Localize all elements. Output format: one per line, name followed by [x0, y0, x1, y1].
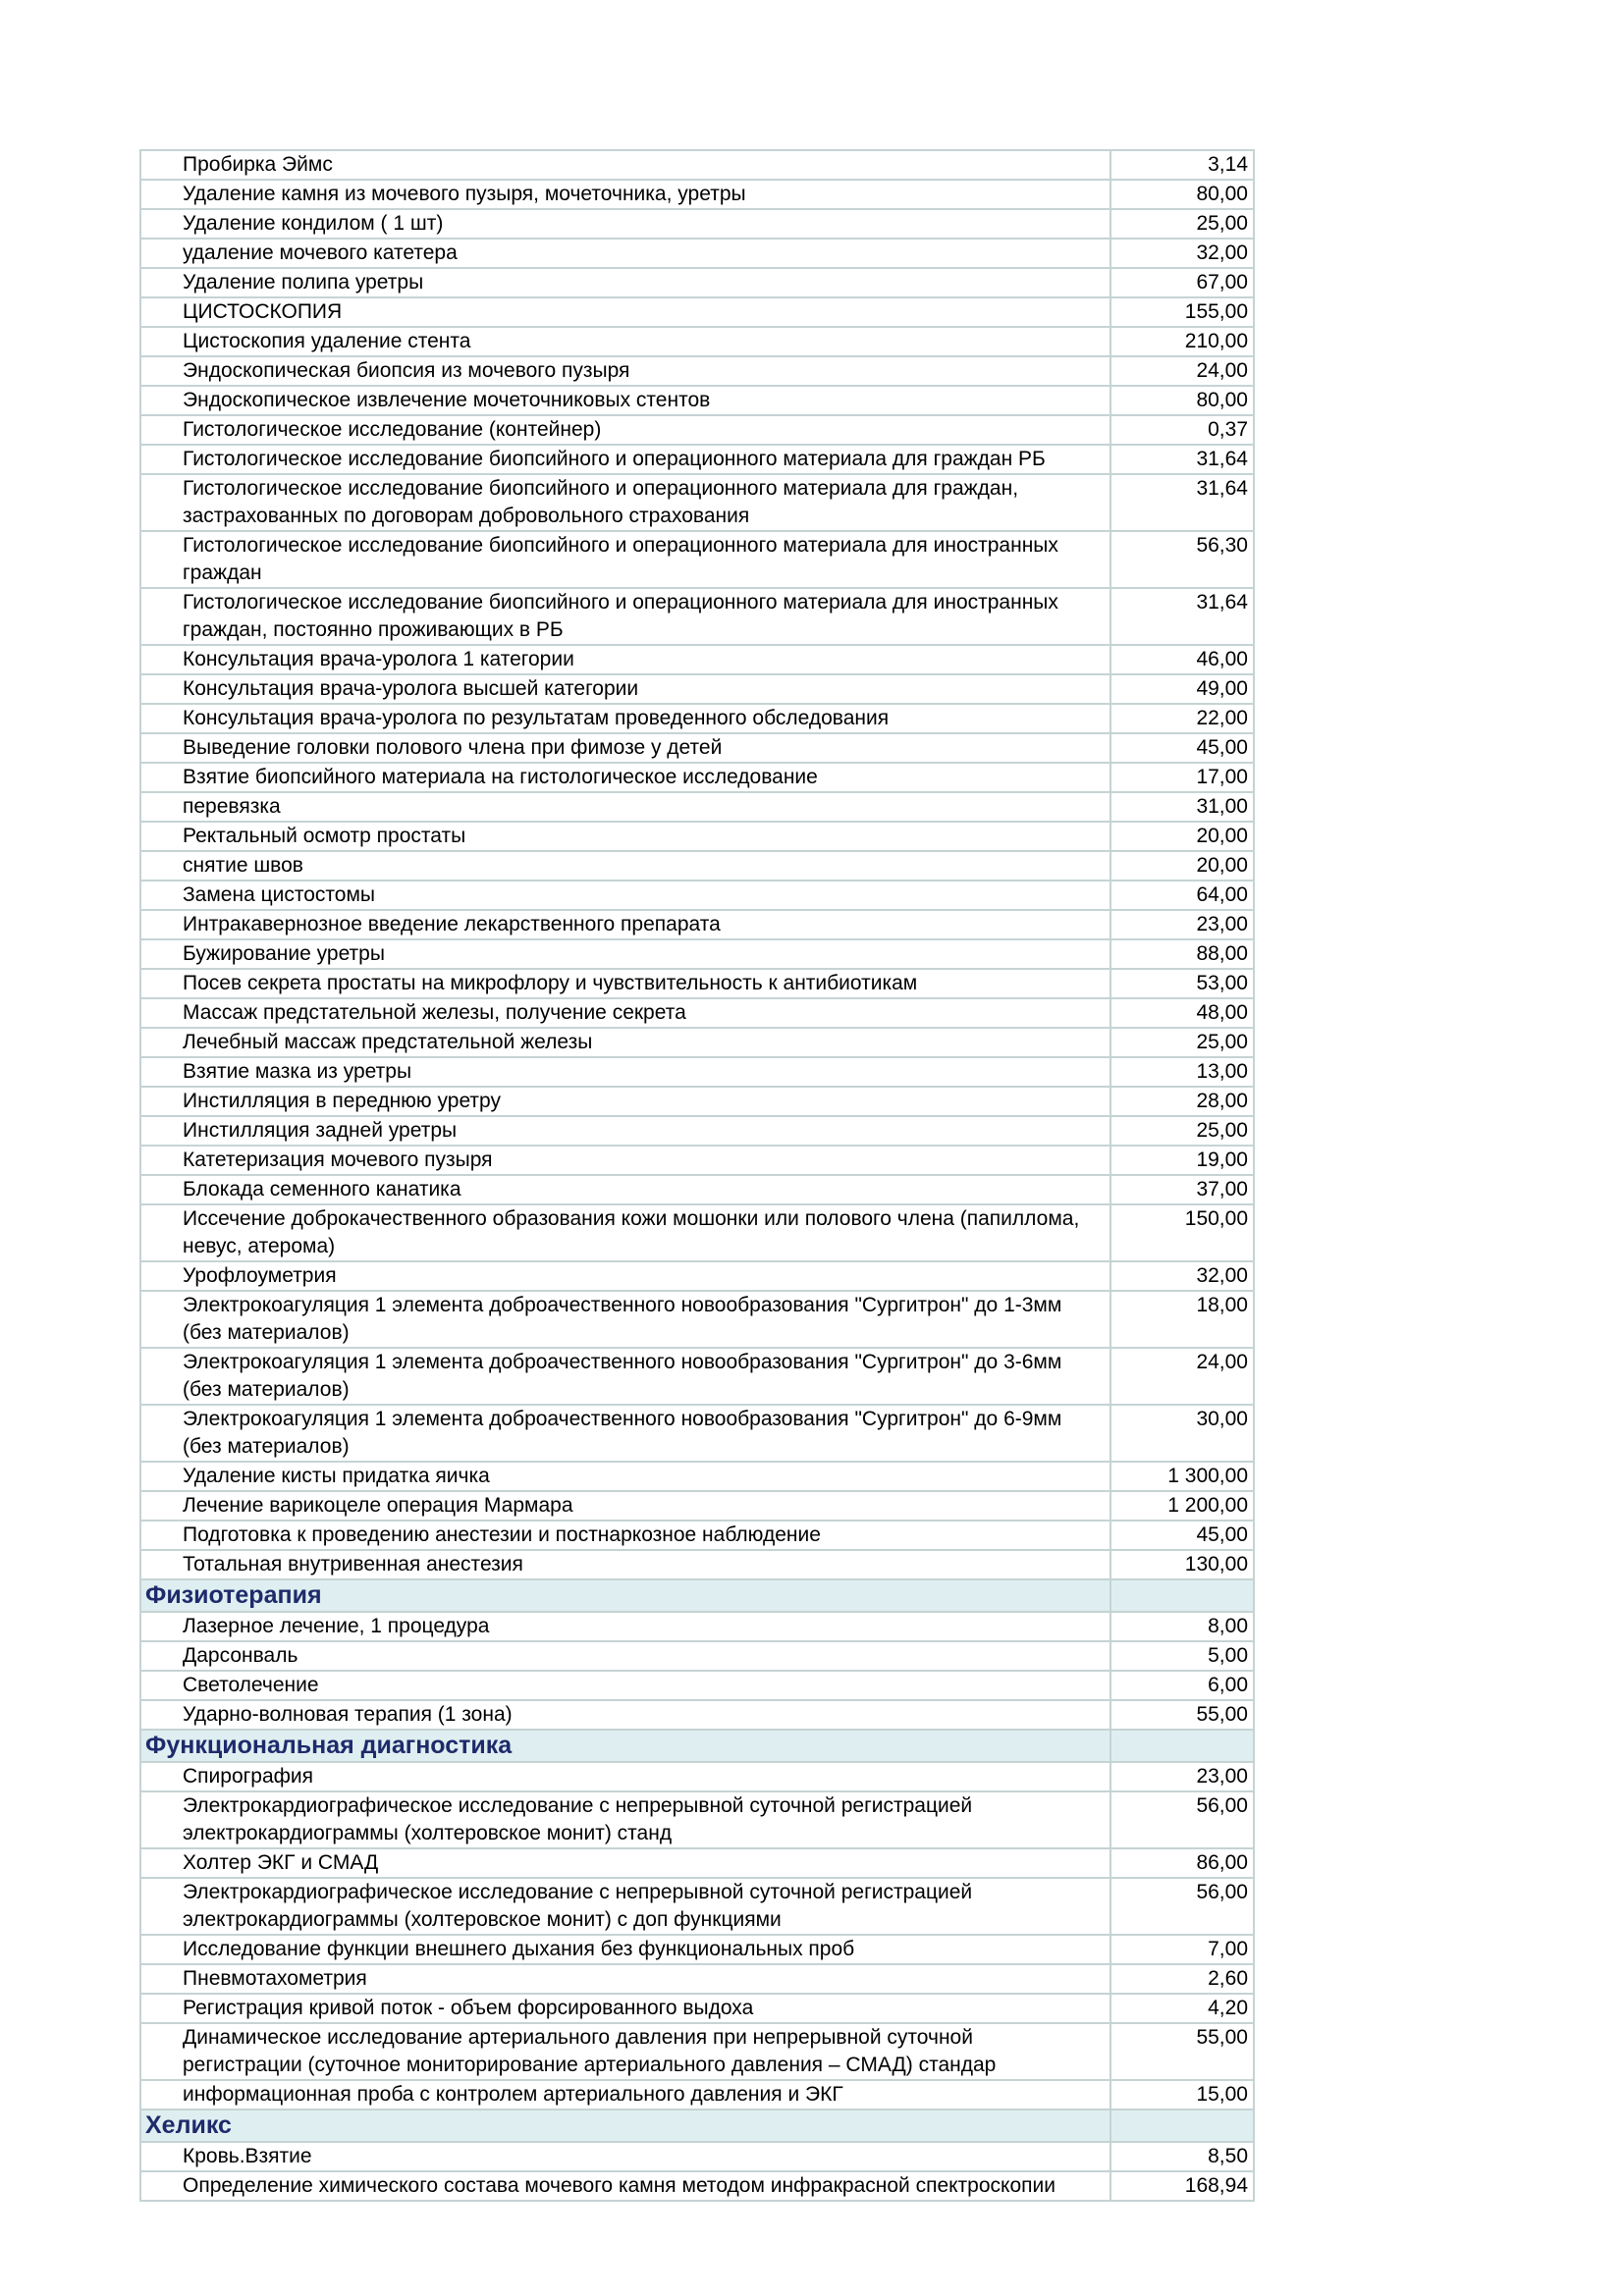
- service-name: Эндоскопическая биопсия из мочевого пузыря: [140, 356, 1110, 386]
- price-row: [140, 1848, 1254, 1878]
- price-row: [140, 822, 1254, 851]
- price-row: [140, 445, 1254, 474]
- service-name: Удаление кисты придатка яичка: [140, 1462, 1110, 1491]
- service-name: Дарсонваль: [140, 1641, 1110, 1671]
- service-price: 56,30: [1110, 531, 1254, 588]
- service-name: Консультация врача-уролога высшей категории: [140, 674, 1110, 704]
- service-name: информационная проба с контролем артериального давления и ЭКГ: [140, 2080, 1110, 2109]
- service-price: 150,00: [1110, 1204, 1254, 1261]
- service-price: 23,00: [1110, 910, 1254, 939]
- price-row: [140, 1348, 1254, 1405]
- service-price: 45,00: [1110, 1521, 1254, 1550]
- service-price: 37,00: [1110, 1175, 1254, 1204]
- section-title: Функциональная диагностика: [140, 1730, 1110, 1762]
- price-row: [140, 1641, 1254, 1671]
- price-row: [140, 209, 1254, 239]
- service-price: 31,64: [1110, 588, 1254, 645]
- service-price: 55,00: [1110, 1700, 1254, 1730]
- service-price: 8,00: [1110, 1612, 1254, 1641]
- service-name: Тотальная внутривенная анестезия: [140, 1550, 1110, 1579]
- service-price: 17,00: [1110, 763, 1254, 792]
- service-name: Электрокардиографическое исследование с непрерывной суточной регистрацией электрокардиограммы (холтеровское монит) станд: [140, 1791, 1110, 1848]
- section-price-cell: [1110, 1579, 1254, 1612]
- price-row: [140, 1087, 1254, 1116]
- service-name: Регистрация кривой поток - объем форсированного выдоха: [140, 1994, 1110, 2023]
- price-row: [140, 1964, 1254, 1994]
- service-name: Электрокоагуляция 1 элемента доброачественного новообразования "Сургитрон" до 3-6мм (без материалов): [140, 1348, 1110, 1405]
- service-price: 80,00: [1110, 180, 1254, 209]
- service-name: Подготовка к проведению анестезии и постнаркозное наблюдение: [140, 1521, 1110, 1550]
- service-name: Лазерное лечение, 1 процедура: [140, 1612, 1110, 1641]
- price-row: [140, 704, 1254, 733]
- price-row: [140, 910, 1254, 939]
- service-name: Консультация врача-уролога 1 категории: [140, 645, 1110, 674]
- service-price: 32,00: [1110, 239, 1254, 268]
- service-price: 31,00: [1110, 792, 1254, 822]
- price-row: [140, 733, 1254, 763]
- service-name: Интракавернозное введение лекарственного препарата: [140, 910, 1110, 939]
- service-price: 48,00: [1110, 998, 1254, 1028]
- service-price: 24,00: [1110, 356, 1254, 386]
- service-name: ЦИСТОСКОПИЯ: [140, 297, 1110, 327]
- service-name: Консультация врача-уролога по результатам проведенного обследования: [140, 704, 1110, 733]
- service-price: 8,50: [1110, 2142, 1254, 2171]
- service-name: Пробирка Эймс: [140, 150, 1110, 180]
- price-row: [140, 239, 1254, 268]
- price-row: [140, 1175, 1254, 1204]
- price-row: [140, 1700, 1254, 1730]
- price-row: [140, 998, 1254, 1028]
- service-name: Электрокоагуляция 1 элемента доброачественного новообразования "Сургитрон" до 6-9мм (без материалов): [140, 1405, 1110, 1462]
- service-price: 4,20: [1110, 1994, 1254, 2023]
- price-row: [140, 1491, 1254, 1521]
- price-row: [140, 1261, 1254, 1291]
- service-name: Электрокардиографическое исследование с непрерывной суточной регистрацией электрокардиограммы (холтеровское монит) с доп функциями: [140, 1878, 1110, 1935]
- service-price: 155,00: [1110, 297, 1254, 327]
- price-row: [140, 150, 1254, 180]
- service-price: 2,60: [1110, 1964, 1254, 1994]
- price-row: [140, 763, 1254, 792]
- service-price: 210,00: [1110, 327, 1254, 356]
- price-row: [140, 792, 1254, 822]
- service-name: Спирография: [140, 1762, 1110, 1791]
- price-row: [140, 327, 1254, 356]
- service-price: 25,00: [1110, 1116, 1254, 1146]
- price-row: [140, 588, 1254, 645]
- service-price: 15,00: [1110, 2080, 1254, 2109]
- service-name: Удаление кондилом ( 1 шт): [140, 209, 1110, 239]
- price-row: [140, 268, 1254, 297]
- price-row: [140, 2142, 1254, 2171]
- price-row: [140, 1671, 1254, 1700]
- service-price: 1 200,00: [1110, 1491, 1254, 1521]
- service-name: Удаление камня из мочевого пузыря, мочеточника, уретры: [140, 180, 1110, 209]
- price-row: [140, 1146, 1254, 1175]
- price-row: [140, 2171, 1254, 2201]
- service-name: Взятие биопсийного материала на гистологическое исследование: [140, 763, 1110, 792]
- service-price: 23,00: [1110, 1762, 1254, 1791]
- price-row: [140, 1204, 1254, 1261]
- service-price: 80,00: [1110, 386, 1254, 415]
- price-row: [140, 2023, 1254, 2080]
- section-header-row: [140, 2109, 1254, 2142]
- service-name: Лечение варикоцеле операция Мармара: [140, 1491, 1110, 1521]
- service-name: Гистологическое исследование биопсийного и операционного материала для граждан, застрахованных по договорам добровольного страхования: [140, 474, 1110, 531]
- price-row: [140, 356, 1254, 386]
- service-price: 64,00: [1110, 881, 1254, 910]
- price-row: [140, 297, 1254, 327]
- section-header-row: [140, 1730, 1254, 1762]
- service-price: 88,00: [1110, 939, 1254, 969]
- section-price-cell: [1110, 1730, 1254, 1762]
- service-name: Гистологическое исследование биопсийного и операционного материала для иностранных граждан, постоянно проживающих в РБ: [140, 588, 1110, 645]
- service-name: Кровь.Взятие: [140, 2142, 1110, 2171]
- service-price: 19,00: [1110, 1146, 1254, 1175]
- price-row: [140, 674, 1254, 704]
- service-price: 56,00: [1110, 1791, 1254, 1848]
- service-name: Электрокоагуляция 1 элемента доброачественного новообразования "Сургитрон" до 1-3мм (без материалов): [140, 1291, 1110, 1348]
- service-price: 168,94: [1110, 2171, 1254, 2201]
- price-row: [140, 531, 1254, 588]
- service-name: удаление мочевого катетера: [140, 239, 1110, 268]
- service-name: Исследование функции внешнего дыхания без функциональных проб: [140, 1935, 1110, 1964]
- service-name: перевязка: [140, 792, 1110, 822]
- service-price: 0,37: [1110, 415, 1254, 445]
- service-price: 67,00: [1110, 268, 1254, 297]
- service-price: 53,00: [1110, 969, 1254, 998]
- service-name: Урофлоуметрия: [140, 1261, 1110, 1291]
- price-row: [140, 881, 1254, 910]
- price-row: [140, 1462, 1254, 1491]
- service-name: Взятие мазка из уретры: [140, 1057, 1110, 1087]
- service-name: Удаление полипа уретры: [140, 268, 1110, 297]
- service-name: Катетеризация мочевого пузыря: [140, 1146, 1110, 1175]
- service-price: 5,00: [1110, 1641, 1254, 1671]
- service-name: Цистоскопия удаление стента: [140, 327, 1110, 356]
- price-row: [140, 939, 1254, 969]
- price-row: [140, 645, 1254, 674]
- service-price: 24,00: [1110, 1348, 1254, 1405]
- service-name: Пневмотахометрия: [140, 1964, 1110, 1994]
- service-price: 25,00: [1110, 1028, 1254, 1057]
- service-name: Выведение головки полового члена при фимозе у детей: [140, 733, 1110, 763]
- service-name: Инстилляция задней уретры: [140, 1116, 1110, 1146]
- service-price: 20,00: [1110, 822, 1254, 851]
- service-price: 31,64: [1110, 474, 1254, 531]
- service-price: 25,00: [1110, 209, 1254, 239]
- price-list-table: [139, 149, 1255, 2202]
- service-price: 49,00: [1110, 674, 1254, 704]
- service-name: Определение химического состава мочевого камня методом инфракрасной спектроскопии: [140, 2171, 1110, 2201]
- service-name: Светолечение: [140, 1671, 1110, 1700]
- service-price: 30,00: [1110, 1405, 1254, 1462]
- price-row: [140, 2080, 1254, 2109]
- service-price: 31,64: [1110, 445, 1254, 474]
- service-price: 86,00: [1110, 1848, 1254, 1878]
- service-price: 22,00: [1110, 704, 1254, 733]
- price-row: [140, 1291, 1254, 1348]
- service-price: 20,00: [1110, 851, 1254, 881]
- service-price: 32,00: [1110, 1261, 1254, 1291]
- section-title: Хеликс: [140, 2109, 1110, 2142]
- price-row: [140, 1935, 1254, 1964]
- service-name: Инстилляция в переднюю уретру: [140, 1087, 1110, 1116]
- service-price: 1 300,00: [1110, 1462, 1254, 1491]
- service-price: 45,00: [1110, 733, 1254, 763]
- service-name: Массаж предстательной железы, получение секрета: [140, 998, 1110, 1028]
- service-name: снятие швов: [140, 851, 1110, 881]
- price-list-body: [140, 150, 1254, 2201]
- price-row: [140, 1612, 1254, 1641]
- price-row: [140, 1762, 1254, 1791]
- price-row: [140, 1405, 1254, 1462]
- price-row: [140, 1116, 1254, 1146]
- service-name: Гистологическое исследование биопсийного и операционного материала для иностранных граждан: [140, 531, 1110, 588]
- service-name: Эндоскопическое извлечение мочеточниковых стентов: [140, 386, 1110, 415]
- price-row: [140, 386, 1254, 415]
- service-price: 3,14: [1110, 150, 1254, 180]
- price-row: [140, 969, 1254, 998]
- service-name: Гистологическое исследование (контейнер): [140, 415, 1110, 445]
- price-row: [140, 1878, 1254, 1935]
- service-name: Холтер ЭКГ и СМАД: [140, 1848, 1110, 1878]
- service-name: Иссечение доброкачественного образования кожи мошонки или полового члена (папиллома, невус, атерома): [140, 1204, 1110, 1261]
- price-row: [140, 1057, 1254, 1087]
- section-title: Физиотерапия: [140, 1579, 1110, 1612]
- price-row: [140, 1521, 1254, 1550]
- service-price: 7,00: [1110, 1935, 1254, 1964]
- price-row: [140, 1791, 1254, 1848]
- price-row: [140, 1994, 1254, 2023]
- service-name: Лечебный массаж предстательной железы: [140, 1028, 1110, 1057]
- service-price: 55,00: [1110, 2023, 1254, 2080]
- section-header-row: [140, 1579, 1254, 1612]
- price-row: [140, 474, 1254, 531]
- service-price: 6,00: [1110, 1671, 1254, 1700]
- service-price: 56,00: [1110, 1878, 1254, 1935]
- service-price: 13,00: [1110, 1057, 1254, 1087]
- service-name: Динамическое исследование артериального давления при непрерывной суточной регистрации (суточное мониторирование артериального давления – СМАД) стандар: [140, 2023, 1110, 2080]
- service-name: Бужирование уретры: [140, 939, 1110, 969]
- service-price: 130,00: [1110, 1550, 1254, 1579]
- section-price-cell: [1110, 2109, 1254, 2142]
- service-price: 46,00: [1110, 645, 1254, 674]
- service-name: Замена цистостомы: [140, 881, 1110, 910]
- price-row: [140, 1028, 1254, 1057]
- price-row: [140, 1550, 1254, 1579]
- service-price: 28,00: [1110, 1087, 1254, 1116]
- price-row: [140, 180, 1254, 209]
- service-name: Гистологическое исследование биопсийного и операционного материала для граждан РБ: [140, 445, 1110, 474]
- price-row: [140, 851, 1254, 881]
- service-name: Ректальный осмотр простаты: [140, 822, 1110, 851]
- service-name: Блокада семенного канатика: [140, 1175, 1110, 1204]
- service-name: Ударно-волновая терапия (1 зона): [140, 1700, 1110, 1730]
- service-name: Посев секрета простаты на микрофлору и чувствительность к антибиотикам: [140, 969, 1110, 998]
- price-row: [140, 415, 1254, 445]
- service-price: 18,00: [1110, 1291, 1254, 1348]
